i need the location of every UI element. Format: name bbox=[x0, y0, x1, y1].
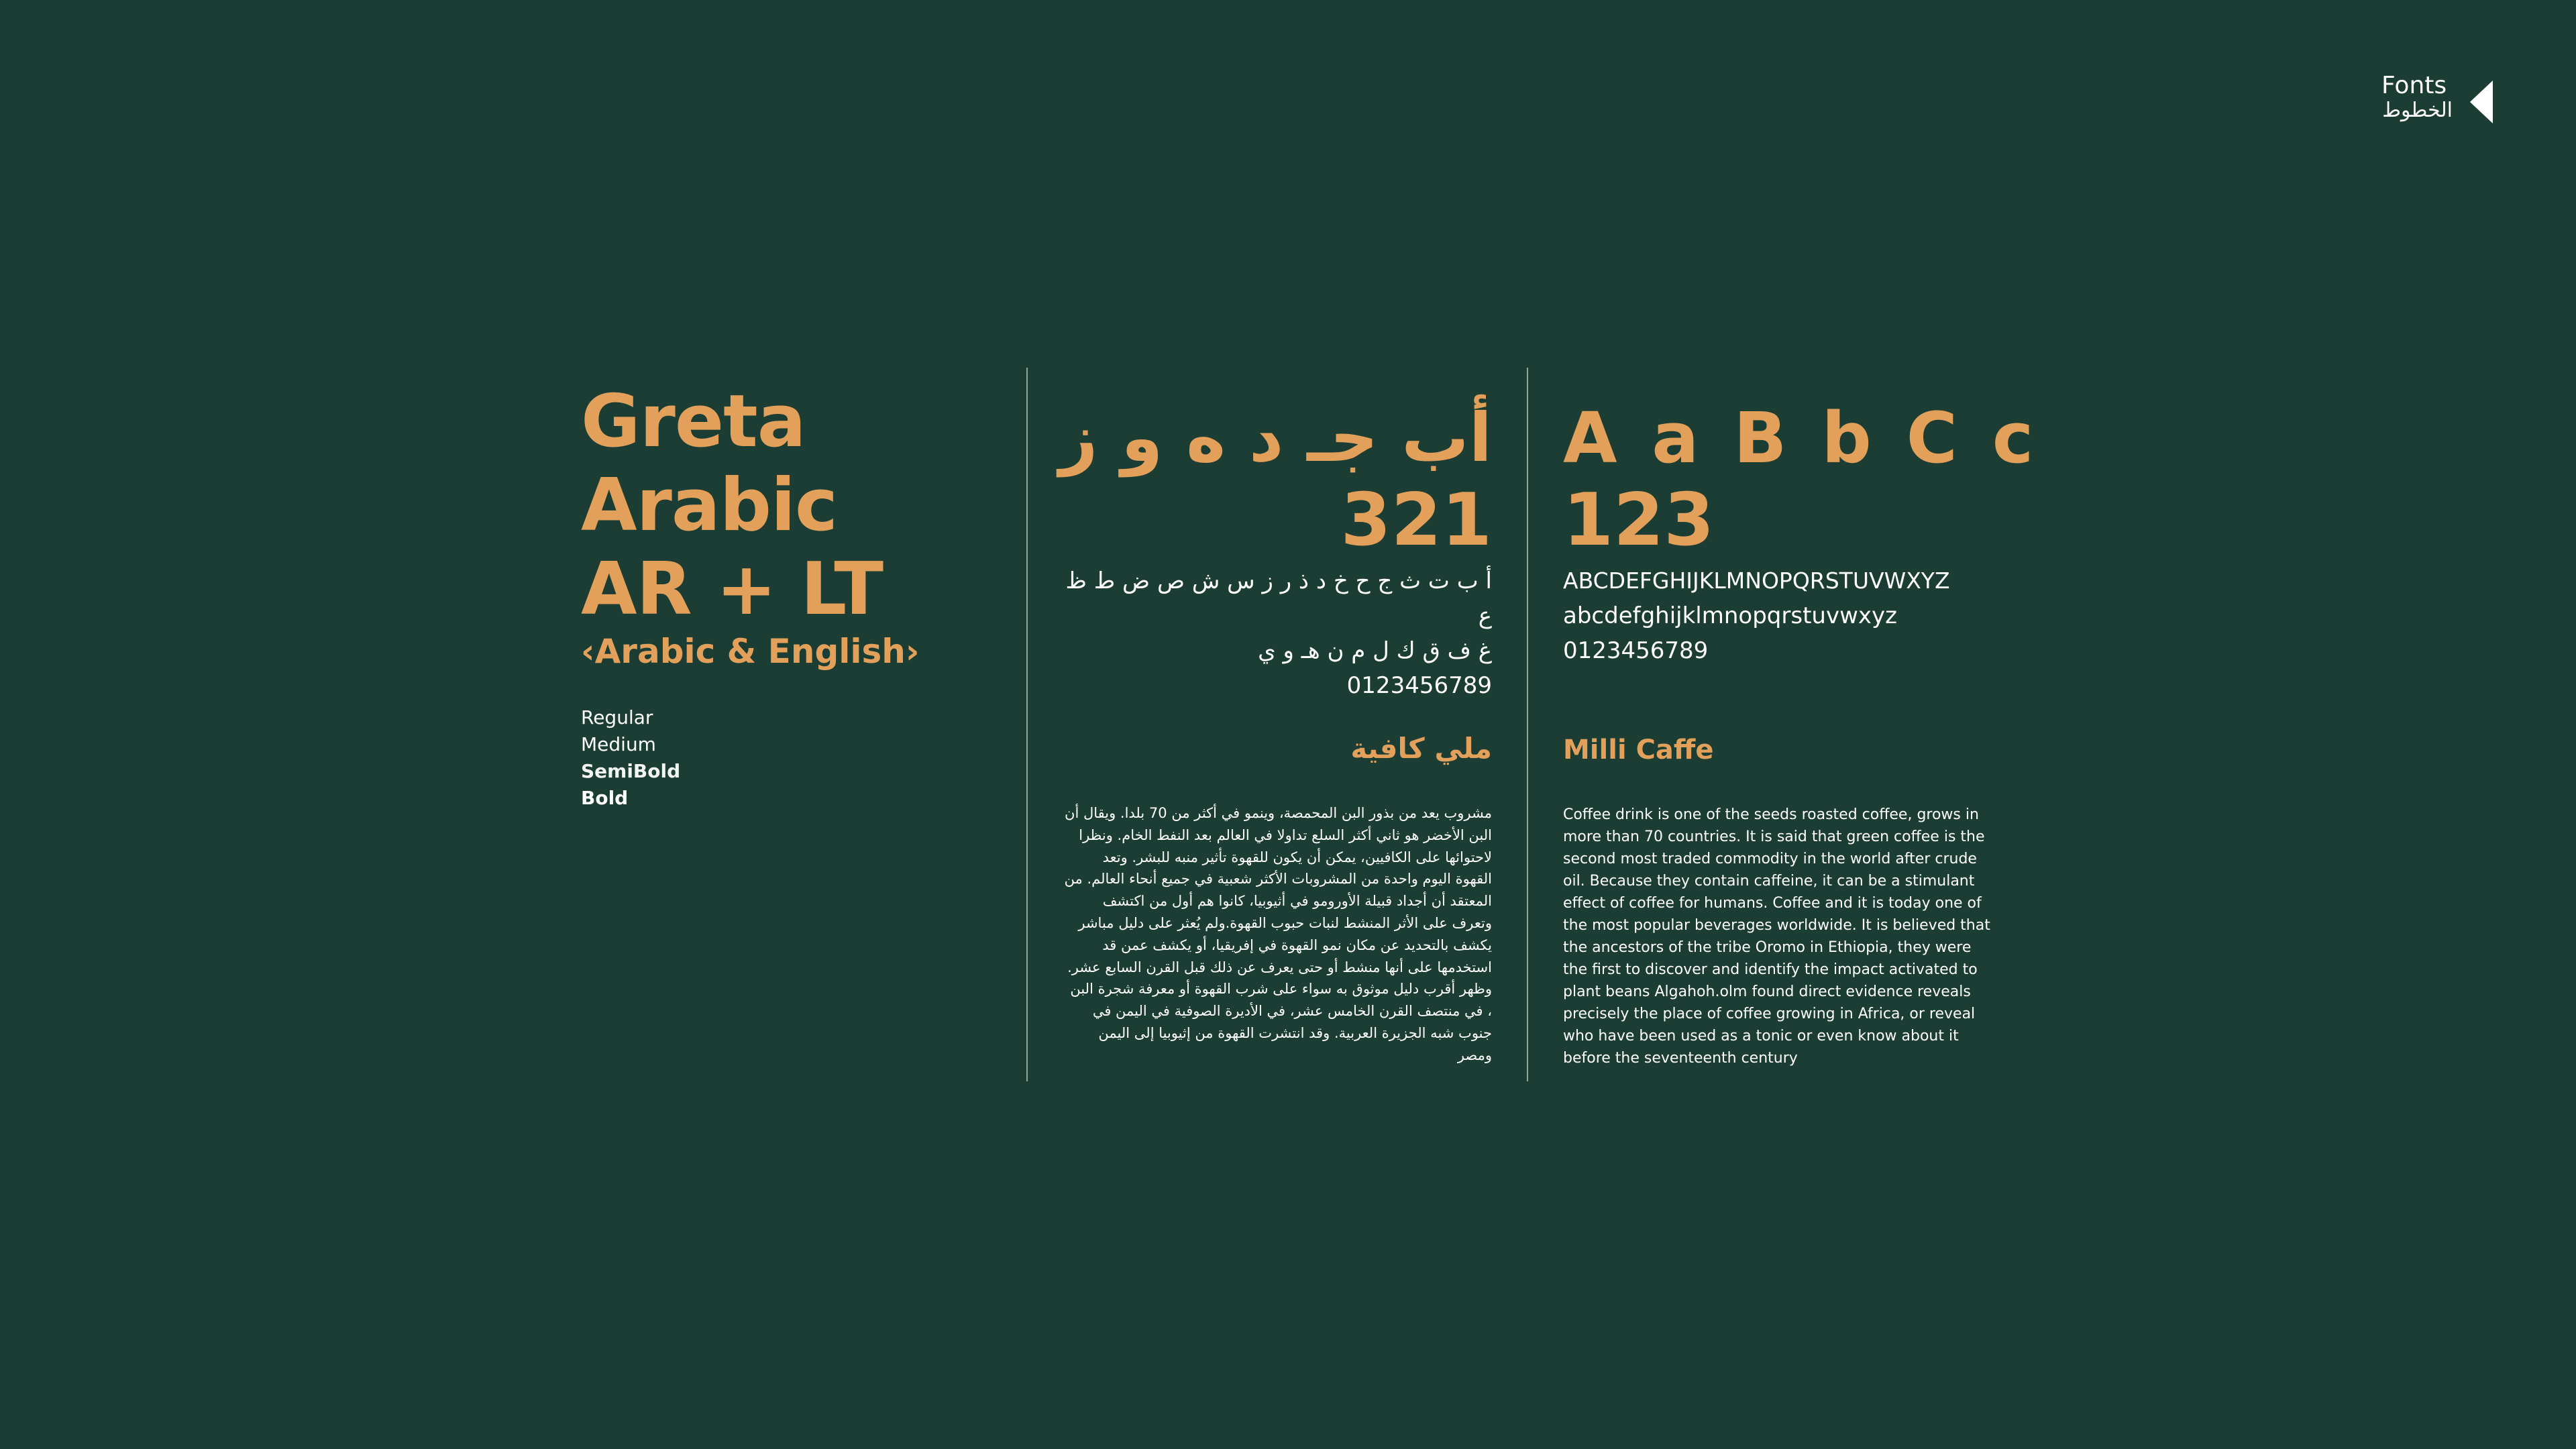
weight-medium: Medium bbox=[581, 733, 656, 755]
triangle-left-icon[interactable] bbox=[2470, 80, 2493, 123]
arabic-specimen bbox=[1046, 396, 1492, 703]
column-divider bbox=[1527, 368, 1528, 1081]
arabic-alphabet-line: غ ف ق ك ل م ن هـ و ي bbox=[1258, 637, 1492, 664]
column-divider bbox=[1026, 368, 1028, 1081]
section-nav[interactable] bbox=[2368, 72, 2502, 126]
arabic-display-numbers: 321 bbox=[1340, 478, 1492, 562]
latin-display-numbers: 123 bbox=[1563, 478, 1715, 562]
arabic-alphabet-line: أ ب ت ث ج ح خ د ذ ر ز س ش ص ض ط ظ ع bbox=[1065, 568, 1492, 629]
arabic-sample-title: ملي كافية bbox=[1350, 732, 1492, 765]
font-weights-list bbox=[581, 704, 680, 812]
font-subtitle: ‹Arabic & English› bbox=[581, 632, 920, 671]
latin-specimen bbox=[1563, 396, 2033, 668]
arabic-display-letters: أب جـ د ه و ز bbox=[1059, 398, 1492, 477]
arabic-sample-body: مشروب يعد من بذور البن المحمصة، وينمو في أكثر من 70 بلدا. ويقال أن البن الأخضر هو ثاني أكثر السلع تداولا في العالم بعد النفط الخام. ونظرا لاحتوائها على الكافيين، يمكن أن يكون للقهوة تأثير منبه للبشر. وتعد القهوة اليوم واحدة من المشروبات الأكثر شعبية في جميع أنحاء العالم. من المعتقد أن أجداد قبيلة الأورومو في أثيوبيا، كانوا هم أول من اكتشف وتعرف على الأثر المنشط لنبات حبوب القهوة.ولم يُعثر على دليل مباشر يكشف بالتحديد عن مكان نمو القهوة في إفريقيا، أو يكشف عمن قد استخدمها على أنها منشط أو حتى يعرف عن ذلك قبل القرن السابع عشر. وظهر أقرب دليل موثوق به سواء على شرب القهوة أو معرفة شجرة البن ، في منتصف القرن الخامس عشر، في الأديرة الصوفية في اليمن في جنوب شبه الجزيرة العربية. وقد انتشرت القهوة من إثيوبيا إلى اليمن ومصر bbox=[1064, 805, 1492, 1063]
nav-label-en: Fonts bbox=[2381, 72, 2447, 99]
arabic-digits: 0123456789 bbox=[1346, 672, 1492, 699]
latin-sample-title: Milli Caffe bbox=[1563, 735, 1714, 765]
weight-bold: Bold bbox=[581, 787, 629, 809]
font-title-line: AR + LT bbox=[581, 547, 883, 631]
font-title-line: Greta bbox=[581, 380, 806, 464]
latin-uppercase: ABCDEFGHIJKLMNOPQRSTUVWXYZ bbox=[1563, 568, 1950, 594]
weight-semibold: SemiBold bbox=[581, 760, 681, 782]
nav-label-ar: الخطوط bbox=[2382, 99, 2453, 122]
font-title-block bbox=[581, 380, 1024, 673]
latin-digits: 0123456789 bbox=[1563, 637, 1709, 664]
latin-sample-body: Coffee drink is one of the seeds roasted coffee, grows in more than 70 countries. It is said that green coffee is the second most traded commodity in the world after crude oil. Because they contain caffeine, it can be a stimulant effect of coffee for humans. Coffee and it is today one of the most popular beverages worldwide. It is believed that the ancestors of the tribe Oromo in Ethiopia, they were the first to discover and identify the impact activated to plant beans Algahoh.olm found direct evidence reveals precisely the place of coffee growing in Africa, or reveal who have been used as a tonic or even know about it before the seventeenth century bbox=[1563, 806, 1990, 1067]
latin-display-letters: A a B b C c bbox=[1563, 397, 2034, 479]
font-title-line: Arabic bbox=[581, 464, 838, 547]
weight-regular: Regular bbox=[581, 706, 653, 729]
latin-lowercase: abcdefghijklmnopqrstuvwxyz bbox=[1563, 602, 1897, 629]
